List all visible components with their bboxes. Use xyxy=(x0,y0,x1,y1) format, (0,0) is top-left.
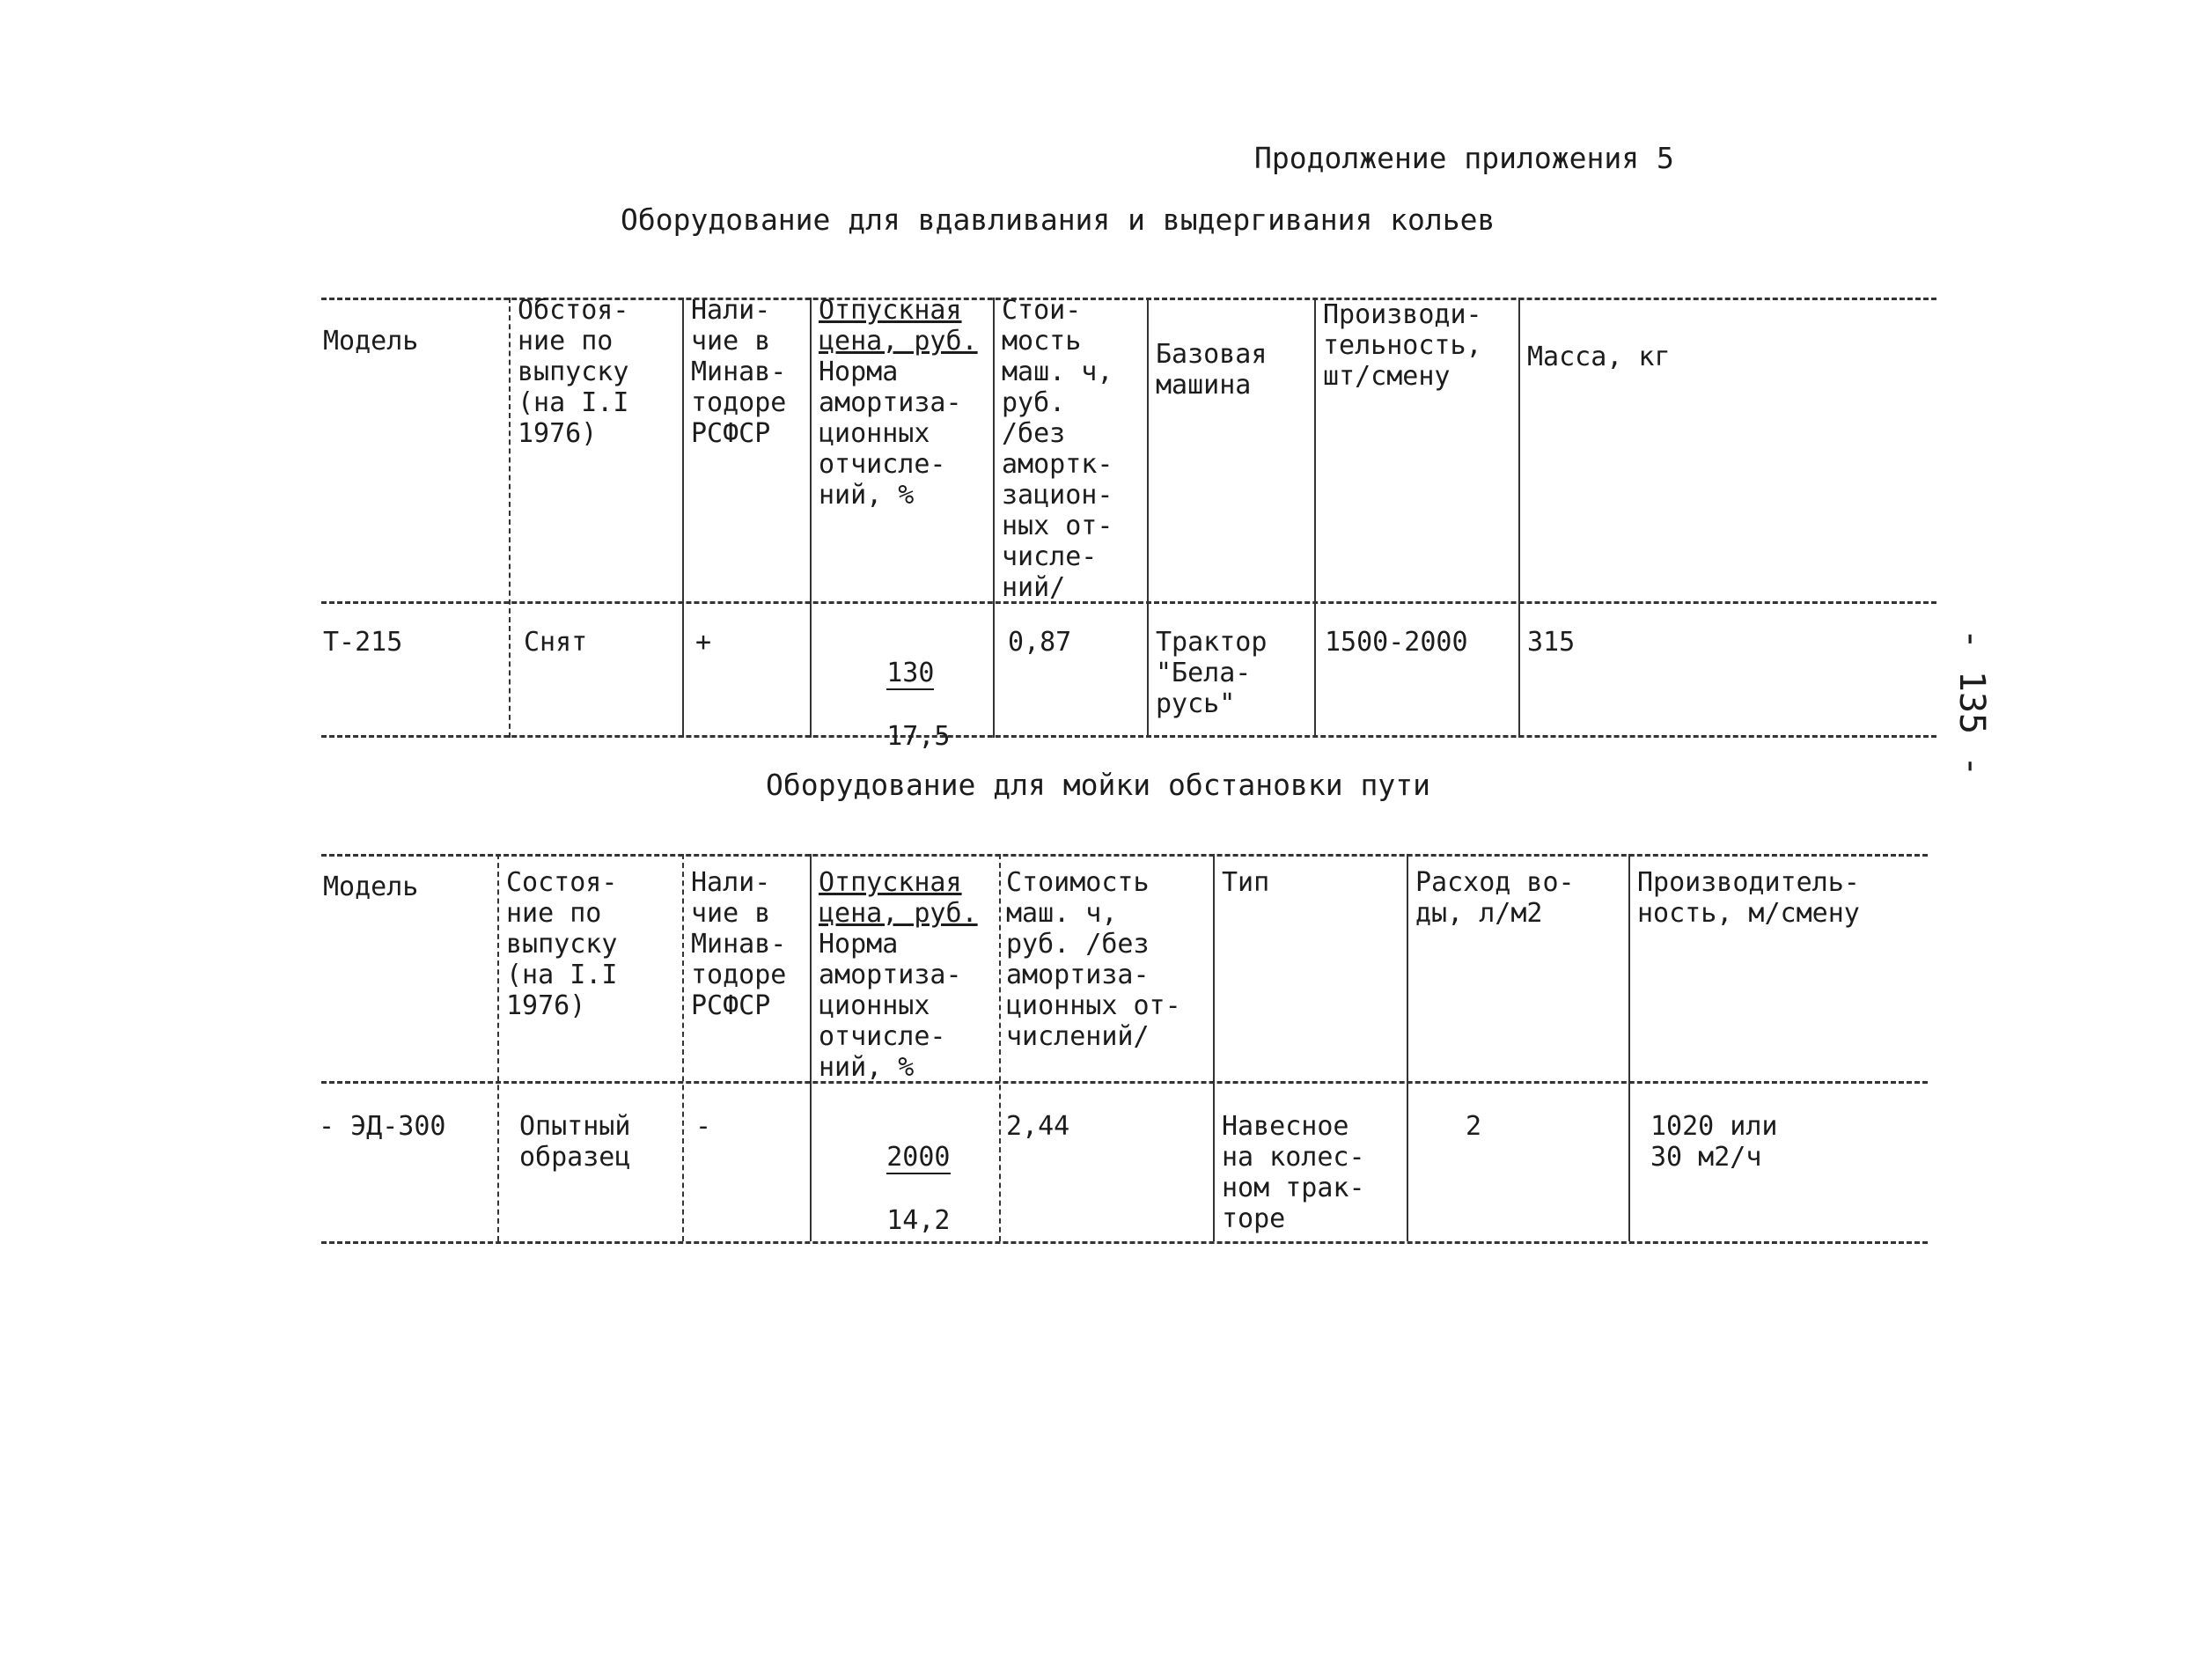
table1-header-availability: Нали- чие в Минав- тодоре РСФСР xyxy=(691,295,787,449)
table2-col-divider xyxy=(1407,854,1408,1241)
table1-header-productivity: Производи- тельность, шт/смену xyxy=(1323,299,1482,392)
table2-cell-cost: 2,44 xyxy=(1006,1111,1070,1142)
table1-col-divider xyxy=(1518,298,1520,738)
page-number: - 135 - xyxy=(1951,628,1992,777)
table1-header-cost: Стои- мость маш. ч, руб. /без амортк- зацион- ных от- числе- ний/ xyxy=(1002,295,1113,603)
table1-cell-price-amort xyxy=(823,627,951,783)
table1-title: Оборудование для вдавливания и выдергивания кольев xyxy=(621,202,1495,237)
table2-col-divider xyxy=(1213,854,1215,1241)
table1-col-divider xyxy=(1147,298,1149,738)
table2-header-rule xyxy=(321,1081,1928,1084)
table1-bottom-rule xyxy=(321,735,1936,738)
table2-header-cost: Стоимость маш. ч, руб. /без амортиза- ционных от- числений/ xyxy=(1006,867,1181,1052)
table1-col-divider xyxy=(810,298,812,738)
table1-header-rule xyxy=(321,601,1936,604)
table1-header-model: Модель xyxy=(323,326,419,357)
table1-header-price: Отпускная цена, руб. xyxy=(819,295,978,357)
table1-col-divider xyxy=(1314,298,1316,738)
table1-cell-price: 130 xyxy=(886,658,935,688)
table2-header-productivity: Производитель- ность, м/смену xyxy=(1637,867,1860,929)
table1-cell-availability: + xyxy=(695,627,712,658)
table1-cell-model: Т-215 xyxy=(323,627,403,658)
table1-cell-base: Трактор "Бела- русь" xyxy=(1156,627,1268,719)
table1-col-divider xyxy=(682,298,684,738)
table1-cell-mass: 315 xyxy=(1527,627,1576,658)
continuation-label: Продолжение приложения 5 xyxy=(1254,141,1674,175)
table1-col-divider xyxy=(993,298,995,738)
table2-header-state: Состоя- ние по выпуску (на I.I 1976) xyxy=(506,867,618,1021)
table2-cell-amort: 14,2 xyxy=(886,1205,951,1236)
table2-header-type: Тип xyxy=(1222,867,1270,898)
table1-cell-amort: 17,5 xyxy=(886,721,951,752)
table1-cell-cost: 0,87 xyxy=(1008,627,1072,658)
table2-header-availability: Нали- чие в Минав- тодоре РСФСР xyxy=(691,867,787,1021)
table2-cell-water: 2 xyxy=(1466,1111,1482,1142)
table2-cell-type: Навесное на колес- ном трак- торе xyxy=(1222,1111,1365,1234)
table2-header-price: Отпускная цена, руб. xyxy=(819,867,978,929)
table2-col-divider xyxy=(497,854,499,1241)
table2-cell-state: Опытный образец xyxy=(519,1111,631,1173)
table2-cell-productivity: 1020 или 30 м2/ч xyxy=(1650,1111,1778,1173)
table2-cell-price-amort xyxy=(823,1111,951,1267)
table2-col-divider xyxy=(810,854,812,1241)
table1-cell-state: Снят xyxy=(524,627,588,658)
table2-title: Оборудование для мойки обстановки пути xyxy=(766,768,1430,802)
table1-cell-productivity: 1500-2000 xyxy=(1325,627,1468,658)
table2-col-divider xyxy=(999,854,1001,1241)
table2-top-rule xyxy=(321,854,1928,857)
table1-header-base: Базовая машина xyxy=(1156,339,1268,401)
table1-header-state: Обстоя- ние по выпуску (на I.I 1976) xyxy=(518,295,629,449)
table1-col-divider xyxy=(509,298,511,738)
table2-col-divider xyxy=(1628,854,1630,1241)
table2-cell-model: - ЭД-300 xyxy=(319,1111,446,1142)
table1-header-amort: Норма амортиза- ционных отчисле- ний, % xyxy=(819,357,962,511)
table1-header-mass: Масса, кг xyxy=(1527,342,1671,372)
table2-header-water: Расход во- ды, л/м2 xyxy=(1415,867,1575,929)
table2-header-model: Модель xyxy=(323,872,419,902)
table2-cell-availability: - xyxy=(695,1111,712,1142)
table2-bottom-rule xyxy=(321,1241,1928,1244)
table2-header-amort: Норма амортиза- ционных отчисле- ний, % xyxy=(819,929,962,1083)
table2-col-divider xyxy=(682,854,684,1241)
table2-cell-price: 2000 xyxy=(886,1142,951,1173)
